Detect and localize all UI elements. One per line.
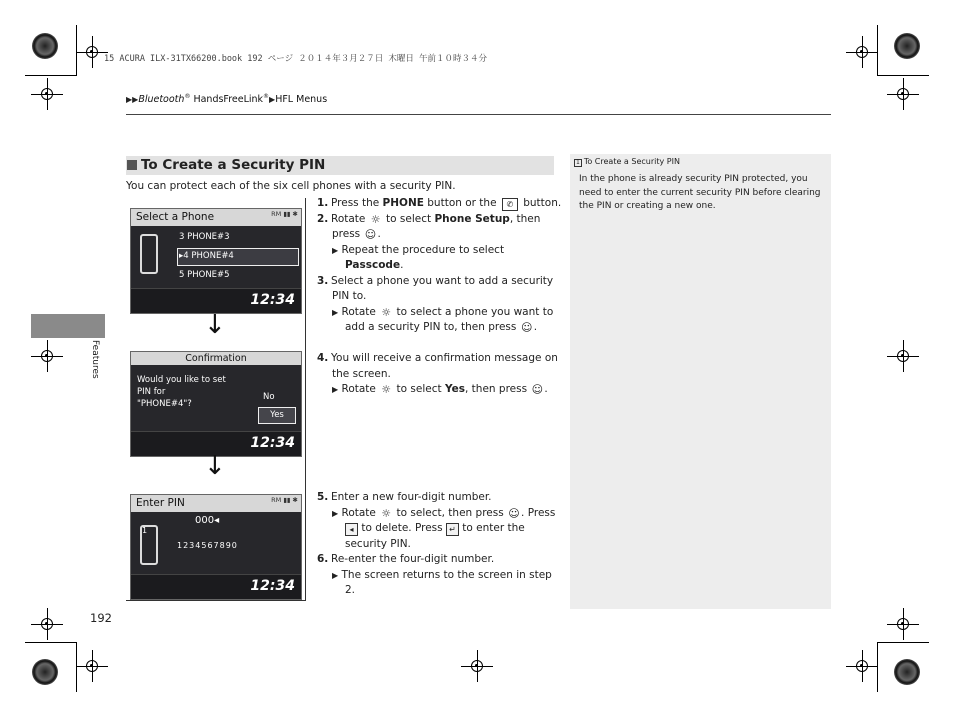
note-sidebar (570, 154, 831, 609)
step-1: 1. Press the PHONE button or the ✆ button. (317, 197, 562, 209)
down-arrow-icon: ↓ (204, 310, 226, 340)
registration-target-top-left (32, 33, 58, 59)
cellphone-icon (140, 234, 158, 274)
step-5: 5. Enter a new four-digit number. (317, 491, 492, 503)
screen-illustrations (126, 198, 306, 601)
knob-icon: ☼ (381, 506, 392, 520)
note-body: In the phone is already security PIN protected, you need to enter the current security PIN before clearing the PIN or creating a new one. (579, 174, 821, 211)
screen-enter-pin (130, 494, 302, 600)
enter-key-icon: ↵ (446, 523, 459, 536)
screen-clock: 12:34 (250, 578, 295, 594)
status-icons: RM ▮▮ ✱ (271, 210, 298, 218)
step-3: 3. Select a phone you want to add a security (317, 274, 554, 287)
crop-line (76, 642, 77, 692)
menu-item-phone4: ▸4 PHONE#4 (179, 251, 234, 261)
press-icon: ☺ (531, 383, 544, 396)
status-icons: RM ▮▮ ✱ (271, 496, 298, 504)
press-icon: ☺ (364, 228, 377, 241)
press-icon: ☺ (520, 321, 533, 334)
step-5-sub-cont2: security PIN. (345, 537, 411, 550)
crop-line (877, 642, 929, 643)
screen-clock: 12:34 (250, 292, 295, 308)
screen-confirmation (130, 351, 302, 457)
press-icon: ☺ (508, 506, 520, 520)
screen-select-phone (130, 208, 302, 314)
option-no: No (263, 392, 275, 402)
screen-header: Enter PIN (131, 495, 301, 512)
step-3-sub-cont: add a security PIN to, then press ☺. (345, 321, 538, 334)
step-3-sub: ▶ Rotate ☼ to select a phone you want to (332, 305, 554, 319)
crop-line (25, 642, 77, 643)
note-title: 1 To Create a Security PIN (576, 157, 680, 166)
crop-line (25, 75, 77, 76)
breadcrumb-handsfreelink[interactable]: HandsFreeLink (190, 94, 264, 106)
breadcrumb-hfl-menus[interactable]: HFL Menus (275, 94, 328, 106)
step-2-cont: press ☺. (332, 228, 381, 241)
step-6-sub-cont: 2. (345, 584, 356, 596)
crop-line (877, 75, 929, 76)
sidebar-chapter-tab[interactable] (31, 314, 105, 338)
registration-target-bottom-right (894, 659, 920, 685)
option-yes-selected: Yes (258, 407, 296, 424)
step-6: 6. Re-enter the four-digit number. (317, 553, 495, 565)
breadcrumb-arrows: ▶▶ (126, 95, 139, 105)
step-4: 4. You will receive a confirmation message on (317, 352, 558, 364)
phone-slot-number: 1 (142, 526, 148, 535)
step-5-sub-cont: ◂ to delete. Press ↵ to enter the (345, 521, 525, 537)
breadcrumb-bluetooth[interactable]: Bluetooth (138, 94, 185, 106)
header-rule (126, 114, 831, 115)
print-header: 15 ACURA ILX-31TX66200.book 192 ページ ２０１４年３月２７日 木曜日 午前１０時３４分 (104, 54, 487, 64)
step-2-sub-cont: Passcode. (345, 259, 404, 271)
section-title: To Create a Security PIN (126, 156, 554, 175)
breadcrumb-separator: ▶ (269, 95, 276, 105)
pin-digit-picker: 1234567890 (177, 541, 238, 550)
step-2-sub: ▶ Repeat the procedure to select (332, 243, 505, 256)
menu-item-phone5: 5 PHONE#5 (179, 270, 230, 280)
note-marker-icon: 1 (576, 159, 580, 166)
step-4-cont: the screen. (332, 367, 391, 380)
menu-item-phone3: 3 PHONE#3 (179, 232, 230, 242)
step-2: 2. Rotate ☼ to select Phone Setup, then (317, 212, 541, 226)
section-bullet-icon (127, 160, 137, 170)
pin-entry-value: 000◂ (195, 515, 220, 526)
crop-line (877, 25, 878, 75)
section-intro: You can protect each of the six cell phones with a security PIN. (126, 180, 456, 192)
screen-clock: 12:34 (250, 435, 295, 451)
screen-header: Select a Phone (131, 209, 301, 226)
knob-icon: ☼ (370, 212, 381, 226)
registration-target-top-right (894, 33, 920, 59)
step-3-cont: PIN to. (332, 290, 367, 302)
knob-icon: ☼ (381, 305, 392, 319)
step-4-sub: ▶ Rotate ☼ to select Yes, then press ☺. (332, 383, 548, 396)
crop-line (877, 642, 878, 692)
step-6-sub: ▶ The screen returns to the screen in step (332, 568, 552, 581)
down-arrow-icon: ↓ (204, 451, 226, 481)
knob-icon: ☼ (381, 383, 392, 396)
phone-icon: ✆ (502, 198, 518, 211)
screen-header: Confirmation (131, 352, 301, 365)
page-number: 192 (90, 611, 112, 625)
confirmation-question: Would you like to set PIN for "PHONE#4"? (137, 375, 226, 409)
breadcrumb: ▶▶Bluetooth® HandsFreeLink®▶HFL Menus (126, 93, 328, 106)
step-5-sub: ▶ Rotate ☼ to select, then press ☺. Press (332, 506, 556, 520)
registration-target-bottom-left (32, 659, 58, 685)
delete-key-icon: ◂ (345, 523, 358, 536)
crop-line (76, 25, 77, 75)
sidebar-chapter-label: Features (90, 340, 100, 379)
